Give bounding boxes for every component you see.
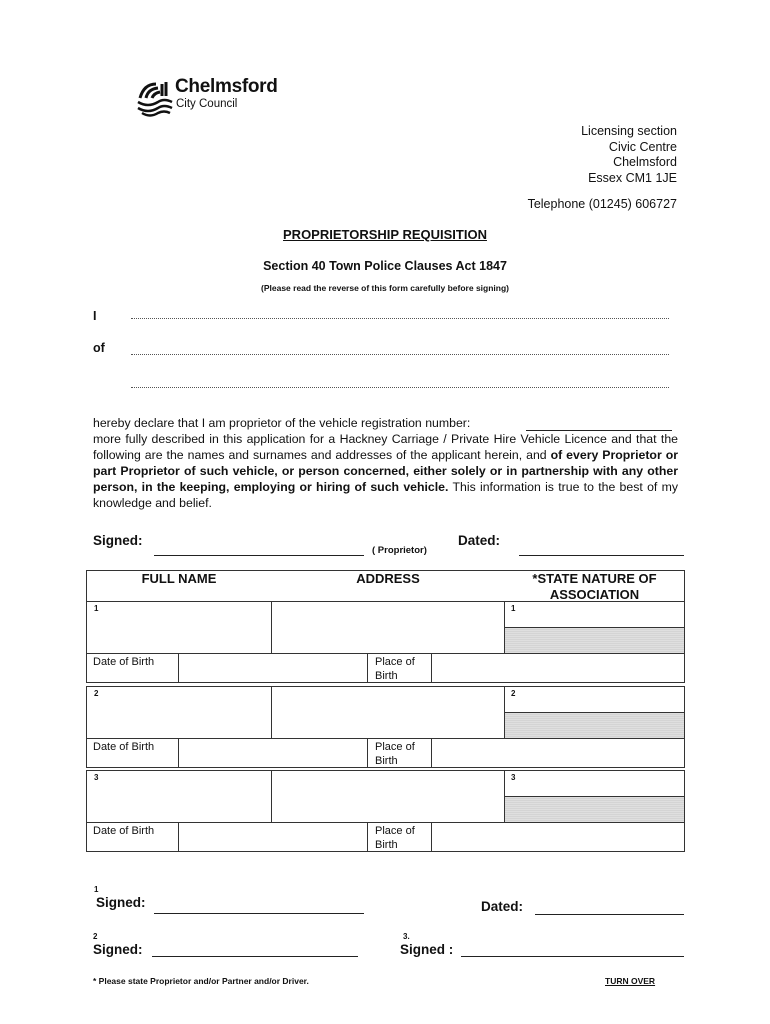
col-nature: *STATE NATURE OF ASSOCIATION [532,571,657,602]
address-line: Essex CM1 1JE [588,170,677,185]
signed-label: Signed: [96,895,146,910]
signed-label: Signed : [400,942,454,957]
form-subtitle: Section 40 Town Police Clauses Act 1847 [263,259,507,273]
proprietor-label: ( Proprietor) [372,545,427,556]
dob-label: Date of Birth [93,741,155,753]
address-block [581,124,677,186]
declaration-text: more fully described in this application for a Hackney Carriage / Private Hire Vehicle Licence and that the following are the names and surnames and addresses of the applicant herein, and of every Proprietor or part Proprietor of such vehicle, or person concerned, either solely or in partnership with any other person, in the keeping, employing or hiring of such vehicle. This information is true to the best of my knowledge and belief. [93,432,678,510]
turn-over-link: TURN OVER [605,976,656,986]
dated-label: Dated: [481,899,524,914]
row3-pob-field[interactable] [431,822,685,852]
dob-label: Date of Birth [93,825,155,837]
signature-field[interactable] [154,555,364,556]
date2-field[interactable] [535,914,684,915]
address-field-line2[interactable] [131,387,669,388]
signature-number: 3. [403,932,410,941]
signature-number: 2 [93,932,98,941]
dated-label: Dated: [458,533,501,548]
address-line: Civic Centre [608,139,677,154]
row1-address-cell[interactable] [271,601,505,654]
row2-nature-cell[interactable] [504,686,685,713]
row1-dob-field[interactable] [178,653,368,683]
row2-shaded-cell [504,712,685,739]
declaration-line1: hereby declare that I am proprietor of the vehicle registration number: [93,416,471,430]
council-logo-icon [134,78,174,118]
row-number: 3 [511,773,516,782]
signed-label: Signed: [93,533,143,548]
dob-label: Date of Birth [93,656,155,668]
row2-name-cell[interactable] [86,686,272,739]
org-name: Chelmsford [175,76,278,97]
telephone: Telephone (01245) 606727 [527,197,677,211]
address-field-line1[interactable] [131,354,669,355]
form-title: PROPRIETORSHIP REQUISITION [283,227,487,242]
row3-address-cell[interactable] [271,770,505,823]
pob-label: Place of Birth [375,825,415,851]
signed-label: Signed: [93,942,143,957]
row3-shaded-cell [504,796,685,823]
of-label: of [93,341,105,355]
footnote: * Please state Proprietor and/or Partner and/or Driver. [93,976,309,986]
signature-number: 1 [94,885,99,894]
row1-nature-cell[interactable] [504,601,685,628]
date-field[interactable] [519,555,684,556]
signature2-field[interactable] [152,956,358,957]
form-note: (Please read the reverse of this form carefully before signing) [261,283,509,293]
row1-pob-field[interactable] [431,653,685,683]
row-number: 3 [94,773,99,782]
row1-name-cell[interactable] [86,601,272,654]
row3-dob-field[interactable] [178,822,368,852]
row1-shaded-cell [504,627,685,654]
row3-nature-cell[interactable] [504,770,685,797]
name-field[interactable] [131,318,669,319]
row2-dob-field[interactable] [178,738,368,768]
org-subname: City Council [176,98,238,110]
address-line: Licensing section [581,124,677,138]
row2-pob-field[interactable] [431,738,685,768]
col-address: ADDRESS [356,571,420,586]
i-label: I [93,309,97,323]
signature3-field[interactable] [461,956,684,957]
col-full-name: FULL NAME [141,571,217,586]
signature1-field[interactable] [154,913,364,914]
row-number: 1 [94,604,99,613]
pob-label: Place of Birth [375,656,415,682]
pob-label: Place of Birth [375,741,415,767]
row3-name-cell[interactable] [86,770,272,823]
row2-address-cell[interactable] [271,686,505,739]
row-number: 2 [94,689,99,698]
row-number: 2 [511,689,516,698]
address-line: Chelmsford [613,155,677,169]
row-number: 1 [511,604,516,613]
